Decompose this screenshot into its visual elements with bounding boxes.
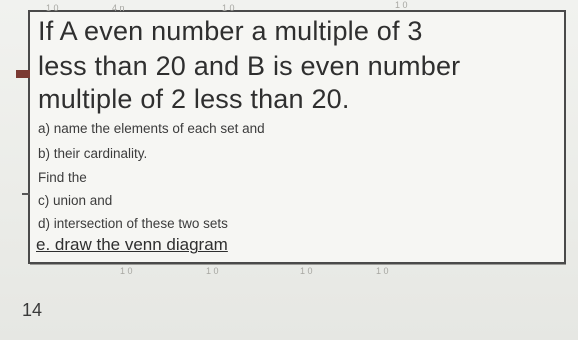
- page-number: 14: [22, 300, 43, 320]
- divider-line: [30, 264, 566, 265]
- bleed-through-mark: 1 0: [300, 266, 313, 276]
- bleed-through-mark: 1 0: [376, 266, 389, 276]
- question-line-2: less than 20 and B is even number: [38, 51, 461, 81]
- part-e: e. draw the venn diagram: [36, 235, 228, 254]
- bleed-through-mark: 1 0: [395, 0, 408, 10]
- question-line-3: multiple of 2 less than 20.: [38, 84, 350, 114]
- bleed-through-mark: 4 n: [112, 3, 125, 13]
- margin-mark: [16, 70, 30, 78]
- part-b: b) their cardinality.: [38, 146, 148, 161]
- margin-tick: [22, 193, 30, 195]
- bleed-through-mark: 1 0: [46, 3, 59, 13]
- bleed-through-mark: 1 0: [206, 266, 219, 276]
- part-c: c) union and: [38, 193, 113, 208]
- question-line-1: If A even number a multiple of 3: [38, 16, 423, 46]
- find-the-label: Find the: [38, 170, 87, 185]
- bleed-through-mark: 1 0: [120, 266, 133, 276]
- part-a: a) name the elements of each set and: [38, 121, 265, 136]
- bleed-through-mark: 1 0: [222, 3, 235, 13]
- part-d: d) intersection of these two sets: [38, 216, 228, 231]
